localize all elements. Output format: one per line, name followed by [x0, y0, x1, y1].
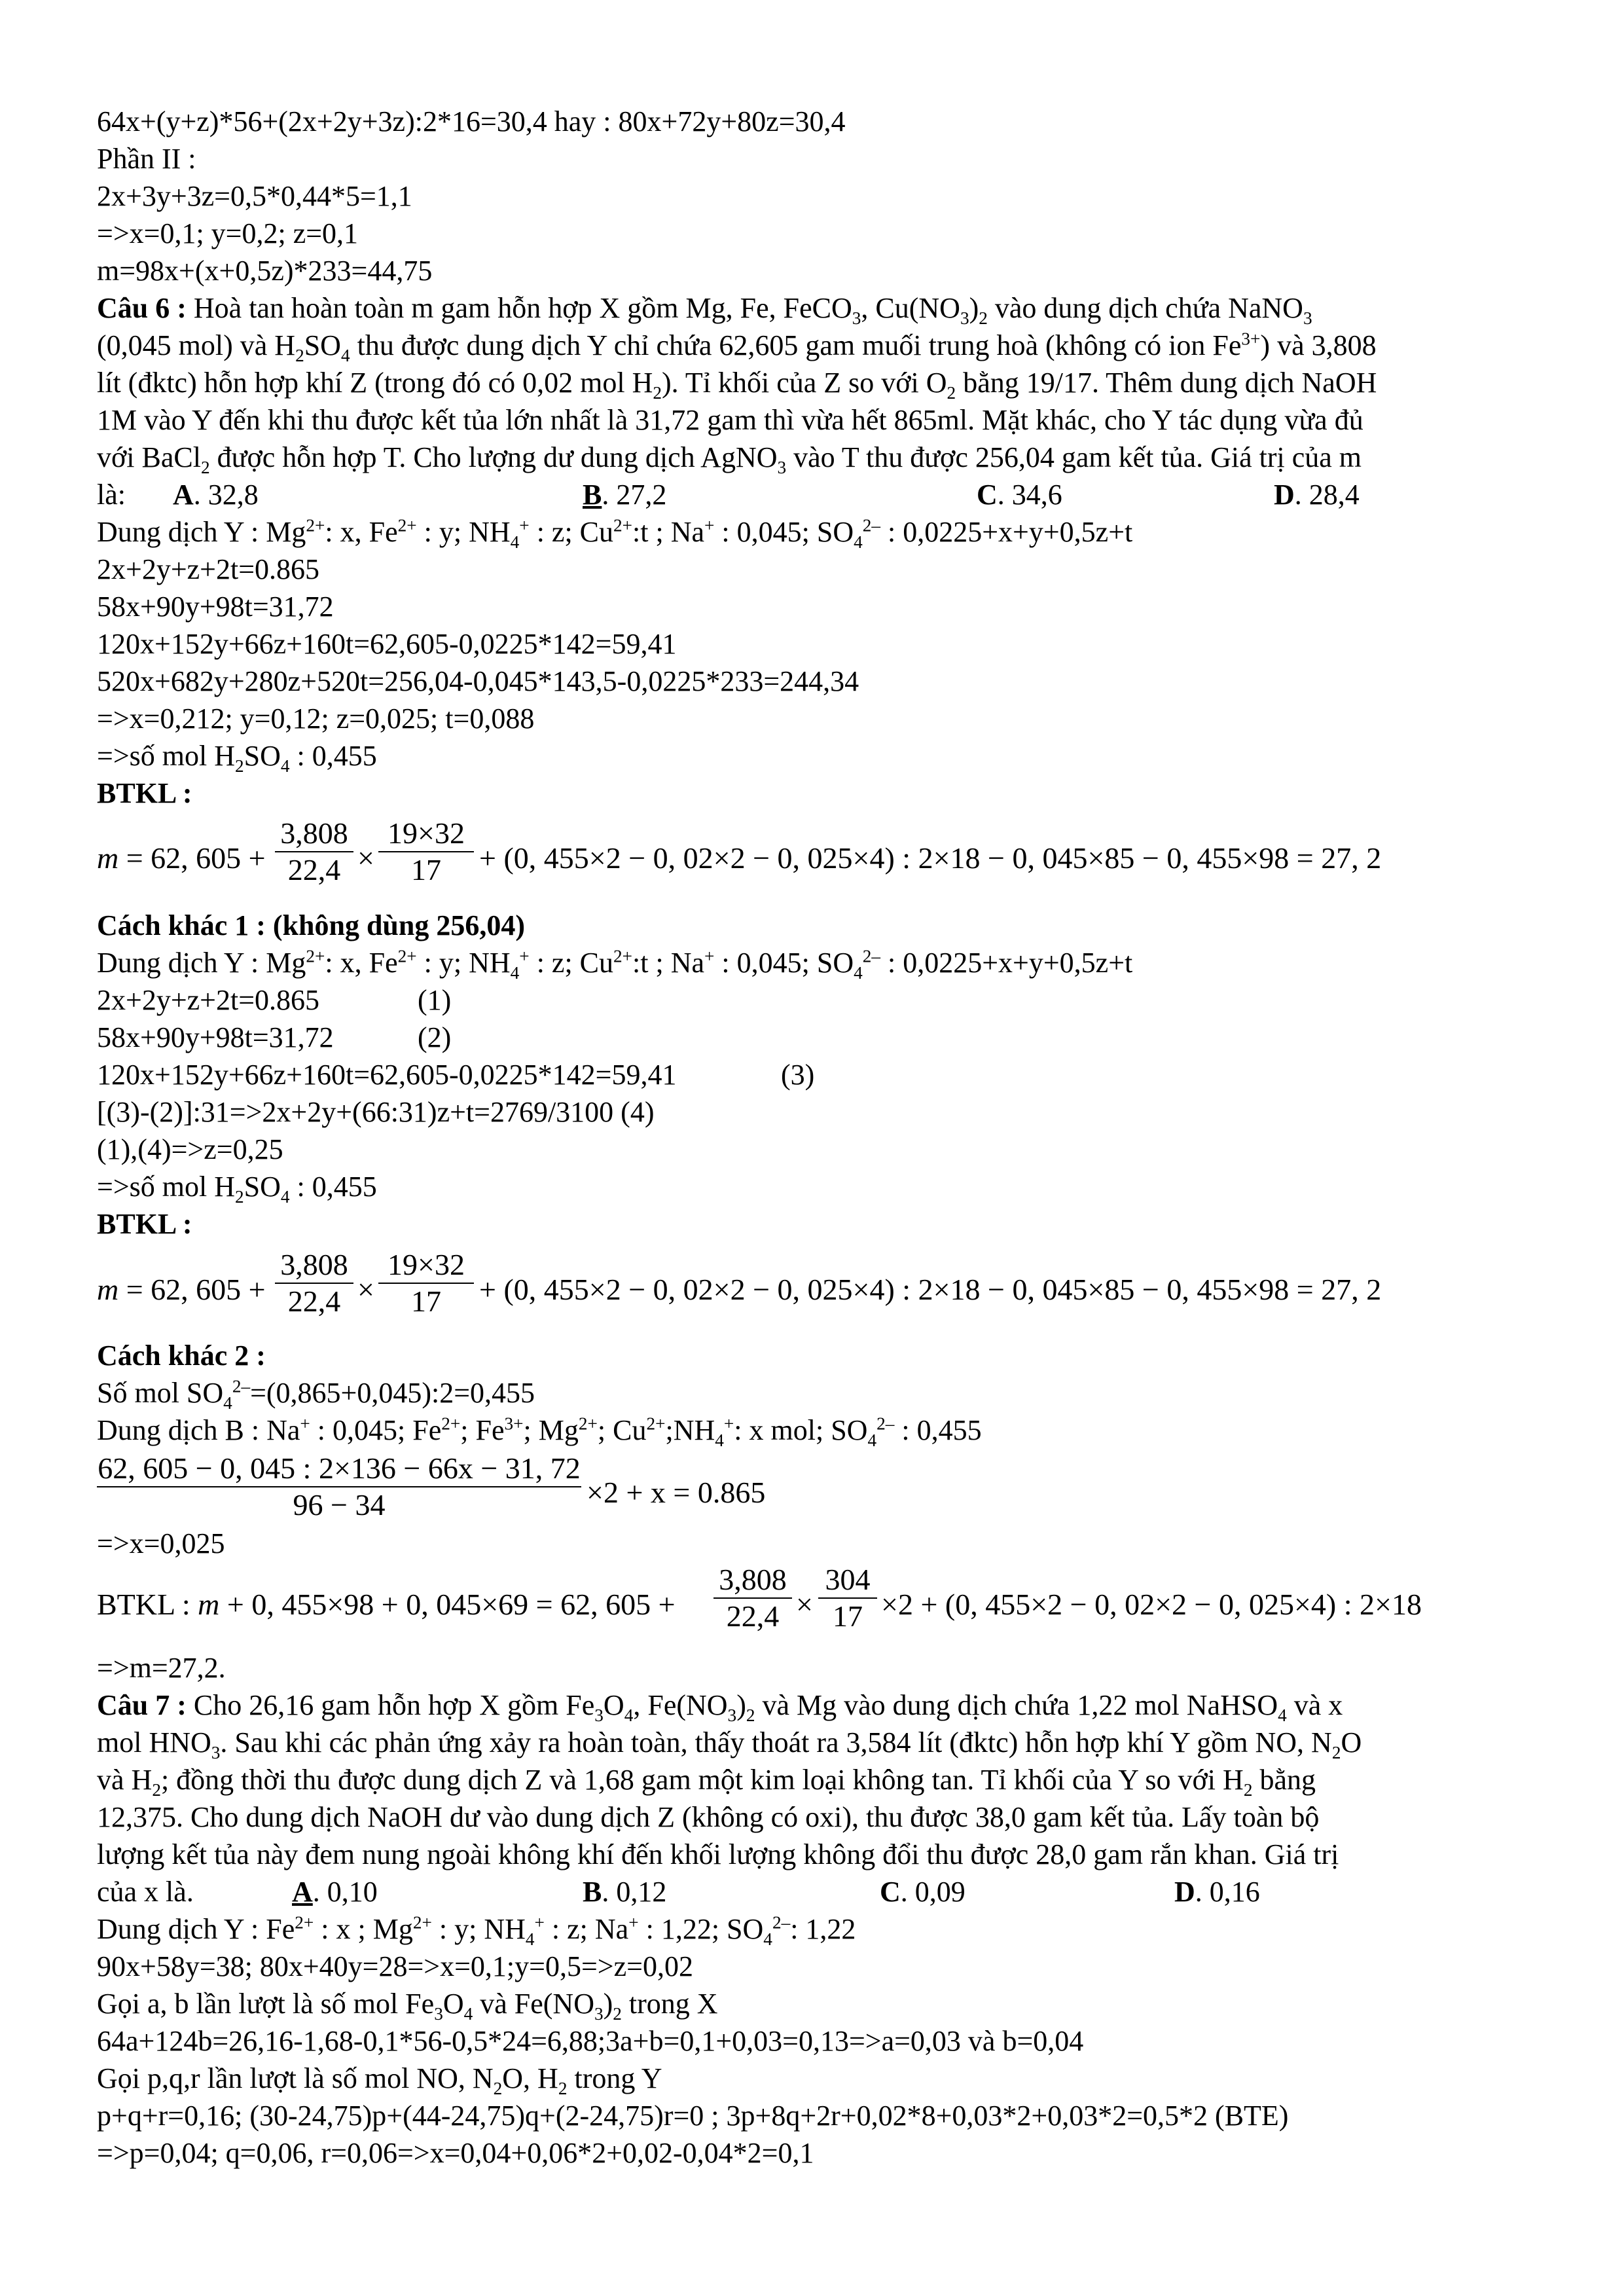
solution-line: Dung dịch B : Na+ : 0,045; $Fe^{2+}$; $Fe^{3+}$; $Mg^{2+}$; $Cu^{2+};NH_4^+$: x mol; $SO_4^{2-}$ : 0,455	[97, 1413, 982, 1450]
fraction: 3,808 22,4	[713, 1562, 792, 1634]
fraction: 19×32 17	[378, 1247, 474, 1319]
question-7-line: mol $HNO_3$. Sau khi các phản ứng xảy ra hoàn toàn, thấy thoát ra 3,584 lít (đktc) hỗn hợp khí Y gồm NO, $N_2O$	[97, 1726, 1362, 1762]
solution-line: Gọi p,q,r lần lượt là số mol NO, $N_2O$, $H_2$ trong Y	[97, 2062, 662, 2098]
question-7-line: 12,375. Cho dung dịch NaOH dư vào dung dịch Z (không có oxi), thu được 38,0 gam kết tủa. Lấy toàn bộ	[97, 1801, 1320, 1833]
formula-line: m = 62, 605 +	[97, 841, 266, 875]
question-6-line: Câu 6 : Hoà tan hoàn toàn m gam hỗn hợp X gồm Mg, Fe, FeCO$_3$, $Cu(NO_3)_2$ vào dung dịch chứa NaNO$_3$	[97, 292, 1312, 328]
solution-line: Dung dịch Y : $Mg^{2+}$: x, $Fe^{2+}$ : y; $NH_4^+$ : z; $Cu^{2+}:t$ ; Na+ : 0,045; $SO_4^{2-}$ : 0,0225+x+y+0,5z+t	[97, 946, 1133, 983]
fraction: 3,808 22,4	[275, 1247, 353, 1319]
question-6-line: với BaCl$_2$ được hỗn hợp T. Cho lượng dư dung dịch AgNO$_3$ vào T thu được 256,04 gam kết tủa. Giá trị của m	[97, 441, 1362, 477]
formula-rest: + (0, 455×2 − 0, 02×2 − 0, 025×4) : 2×18 − 0, 045×85 − 0, 455×98 = 27, 2	[479, 841, 1382, 875]
question-6-line: 1M vào Y đến khi thu được kết tủa lớn nhất là 31,72 gam thì vừa hết 865ml. Mặt khác, cho Y tác dụng vừa đủ	[97, 404, 1363, 436]
formula-rest: ×2 + x = 0.865	[586, 1476, 766, 1509]
times-sign: ×	[357, 841, 374, 875]
option-b: B. 0,12	[583, 1876, 667, 1908]
solution-line: [(3)-(2)]:31=>2x+2y+(66:31)z+t=2769/3100 (4)	[97, 1096, 655, 1128]
option-c: C. 0,09	[880, 1876, 965, 1908]
option-d: D. 28,4	[1274, 479, 1360, 511]
solution-line: 520x+682y+280z+520t=256,04-0,045*143,5-0,0225*233=244,34	[97, 665, 859, 697]
solution-line: 58x+90y+98t=31,72	[97, 591, 334, 623]
times-sign: ×	[796, 1588, 813, 1621]
solution-line: Dung dịch Y : $Mg^{2+}$: x, $Fe^{2+}$ : y; $NH_4^+$ : z; $Cu^{2+}:t$ ; Na+ : 0,045; $SO_4^{2-}$ : 0,0225+x+y+0,5z+t	[97, 515, 1133, 552]
text-line: 64x+(y+z)*56+(2x+2y+3z):2*16=30,4 hay : 80x+72y+80z=30,4	[97, 105, 846, 137]
question-7-options: của x là. A. 0,10 B. 0,12 C. 0,09 D. 0,16	[97, 1876, 1260, 1908]
alt-2-title: Cách khác 2 :	[97, 1339, 266, 1372]
question-7-line: Câu 7 : Cho 26,16 gam hỗn hợp X gồm $Fe_3O_4$, $Fe(NO_3)_2$ và Mg vào dung dịch chứa 1,22 mol NaHSO$_4$ và x	[97, 1689, 1343, 1725]
btkl-heading: BTKL :	[97, 777, 192, 809]
solution-line: =>x=0,025	[97, 1527, 225, 1559]
text-line: Phần II :	[97, 143, 196, 175]
solution-line: =>x=0,212; y=0,12; z=0,025; t=0,088	[97, 702, 535, 735]
solution-line: 58x+90y+98t=31,72 (2)	[97, 1021, 452, 1053]
solution-line: 120x+152y+66z+160t=62,605-0,0225*142=59,41 (3)	[97, 1059, 815, 1091]
formula-line: BTKL : m + 0, 455×98 + 0, 045×69 = 62, 605 +	[97, 1588, 676, 1621]
solution-line: (1),(4)=>z=0,25	[97, 1133, 283, 1165]
question-7-line: lượng kết tủa này đem nung ngoài không khí đến khối lượng không đổi thu được 28,0 gam rắn khan. Giá trị	[97, 1838, 1339, 1870]
solution-line: Gọi a, b lần lượt là số mol $Fe_3O_4$ và $Fe(NO_3)_2$ trong X	[97, 1988, 718, 2024]
solution-line: =>m=27,2.	[97, 1652, 226, 1684]
fraction: 19×32 17	[378, 816, 474, 888]
solution-line: Số mol $SO_4^{2-}=(0,865+0,045):2=0,455$	[97, 1376, 535, 1413]
btkl-heading: BTKL :	[97, 1208, 192, 1240]
fraction: 62, 605 − 0, 045 : 2×136 − 66x − 31, 72 96 − 34	[98, 1451, 581, 1522]
solution-line: 2x+2y+z+2t=0.865 (1)	[97, 984, 452, 1016]
question-6-line: (0,045 mol) và $H_2SO_4$ thu được dung dịch Y chỉ chứa 62,605 gam muối trung hoà (không có ion $Fe^{3+}$) và 3,808	[97, 329, 1377, 365]
solution-line: 120x+152y+66z+160t=62,605-0,0225*142=59,41	[97, 628, 677, 660]
solution-line: 64a+124b=26,16-1,68-0,1*56-0,5*24=6,88;3a+b=0,1+0,03=0,13=>a=0,03 và b=0,04	[97, 2025, 1084, 2057]
text-line: m=98x+(x+0,5z)*233=44,75	[97, 255, 433, 287]
question-6-line: lít (đktc) hỗn hợp khí Z (trong đó có 0,02 mol $H_2$). Tỉ khối của Z so với $O_2$ bằng 19/17. Thêm dung dịch NaOH	[97, 367, 1377, 403]
solution-line: =>số mol $H_2SO_4$ : 0,455	[97, 740, 377, 776]
option-a: A. 0,10	[292, 1876, 378, 1908]
solution-line: p+q+r=0,16; (30-24,75)p+(44-24,75)q+(2-24,75)r=0 ; 3p+8q+2r+0,02*8+0,03*2+0,03*2=0,5*2 (BTE)	[97, 2100, 1289, 2132]
alt-1-title: Cách khác 1 : (không dùng 256,04)	[97, 909, 526, 941]
option-c: C. 34,6	[977, 479, 1062, 511]
option-a: A. 32,8	[173, 479, 259, 511]
formula-rest: + (0, 455×2 − 0, 02×2 − 0, 025×4) : 2×18 − 0, 045×85 − 0, 455×98 = 27, 2	[479, 1273, 1382, 1306]
text-line: =>x=0,1; y=0,2; z=0,1	[97, 217, 359, 249]
fraction: 3,808 22,4	[275, 816, 353, 888]
option-d: D. 0,16	[1174, 1876, 1260, 1908]
fraction: 304 17	[818, 1562, 877, 1634]
formula-rest: ×2 + (0, 455×2 − 0, 02×2 − 0, 025×4) : 2×18	[881, 1588, 1422, 1621]
times-sign: ×	[357, 1273, 374, 1306]
solution-line: 90x+58y=38; 80x+40y=28=>x=0,1;y=0,5=>z=0,02	[97, 1950, 693, 1982]
solution-line: =>số mol $H_2SO_4$ : 0,455	[97, 1171, 377, 1207]
solution-line: =>p=0,04; q=0,06, r=0,06=>x=0,04+0,06*2+0,02-0,04*2=0,1	[97, 2137, 814, 2169]
question-6-options: là: A. 32,8 B. 27,2 C. 34,6 D. 28,4	[97, 479, 1360, 511]
text-line: 2x+3y+3z=0,5*0,44*5=1,1	[97, 180, 412, 212]
formula-line: m = 62, 605 +	[97, 1273, 266, 1306]
solution-line: Dung dịch Y : $Fe^{2+}$ : x ; $Mg^{2+}$ : y; $NH_4^+$ : z; Na+ : 1,22; $SO_4^{2-}$: 1,22	[97, 1912, 856, 1949]
option-b: B. 27,2	[583, 479, 667, 511]
question-7-line: và $H_2$; đồng thời thu được dung dịch Z và 1,68 gam một kim loại không tan. Tỉ khối của Y so với $H_2$ bằng	[97, 1764, 1316, 1800]
solution-line: 2x+2y+z+2t=0.865	[97, 553, 320, 585]
